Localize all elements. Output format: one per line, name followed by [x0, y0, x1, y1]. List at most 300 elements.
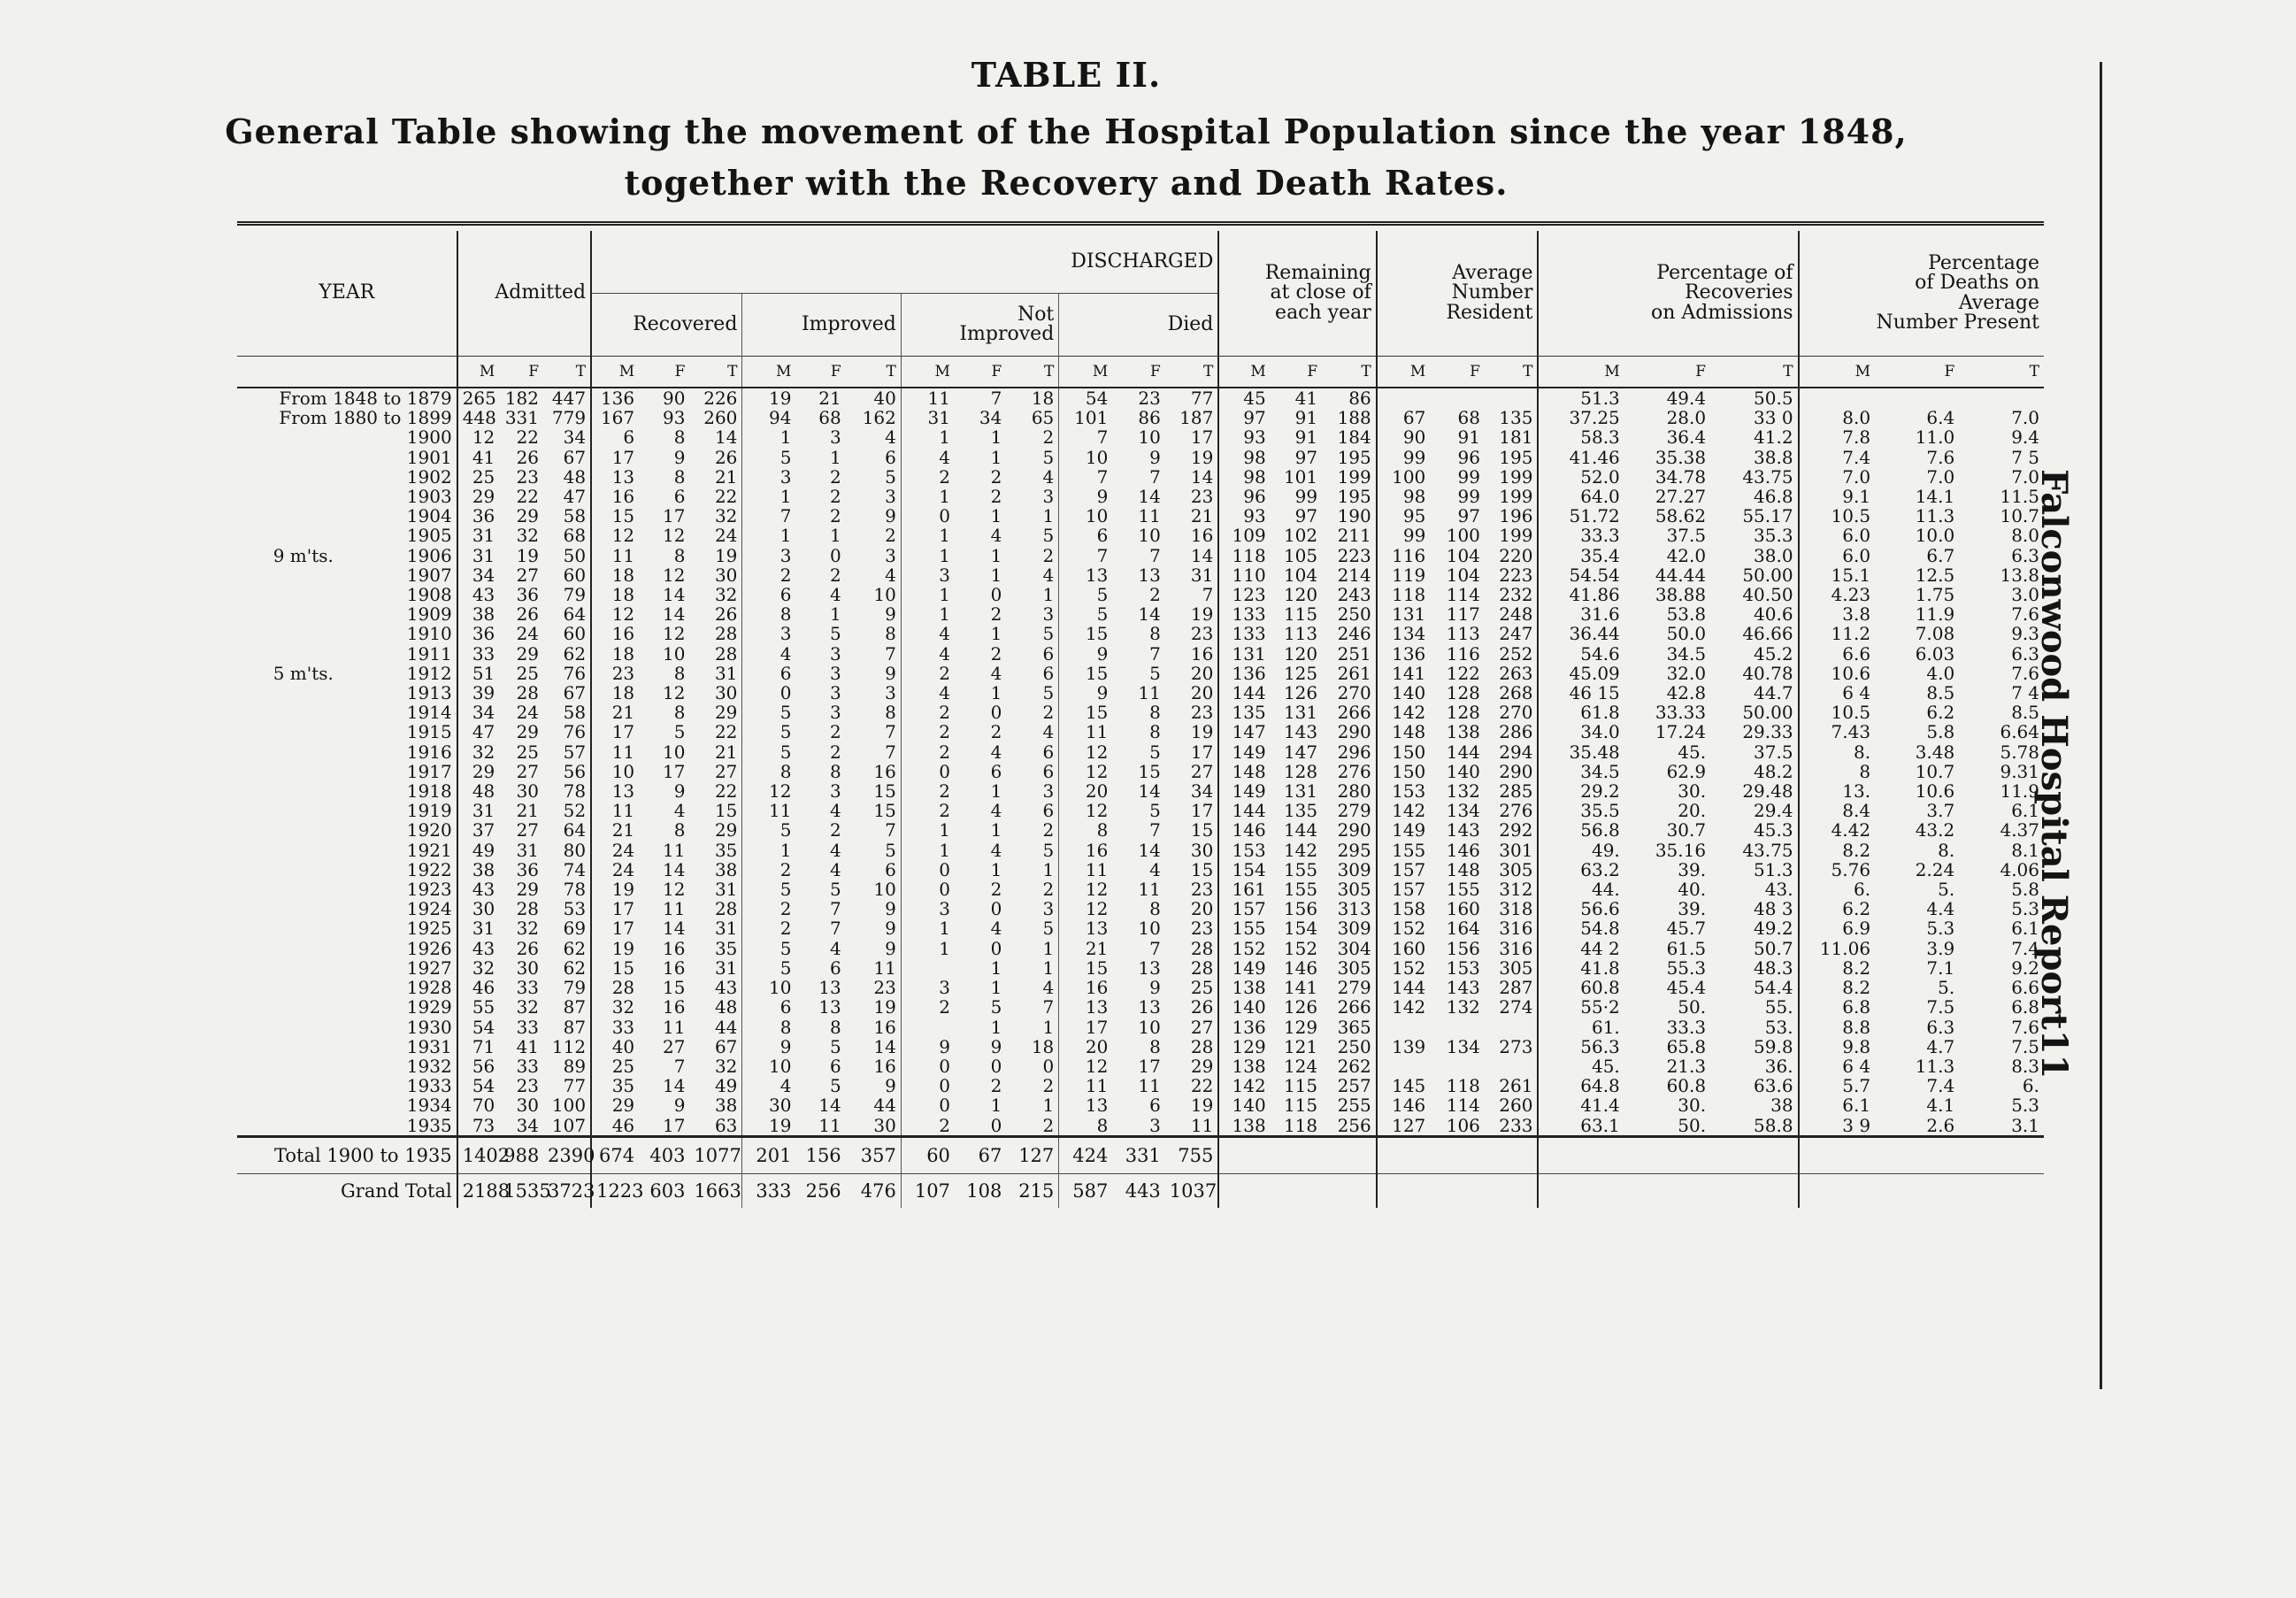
table-cell: 10	[1138, 426, 1161, 449]
hospital-table	[237, 221, 2044, 1208]
table-cell: 18	[611, 584, 635, 606]
table-cell: 19	[516, 544, 540, 566]
table-cell: 4	[1006, 722, 1058, 741]
table-cell: 10	[1085, 446, 1109, 468]
total-cell: 2390	[543, 1136, 591, 1173]
table-row	[237, 860, 2044, 880]
table-cell: 11	[846, 958, 902, 978]
table-cell: 28	[516, 898, 540, 920]
table-cell: 15	[1165, 820, 1219, 840]
table-row	[237, 899, 2044, 918]
total-cell: 67	[955, 1136, 1006, 1173]
table-cell: 6.8	[2011, 996, 2039, 1018]
table-cell: 20.	[1678, 800, 1707, 822]
year-label: 1916	[406, 741, 452, 763]
table-cell: 2	[829, 486, 841, 508]
table-cell: 98	[1243, 465, 1266, 488]
total-cell	[1430, 1173, 1485, 1208]
table-cell: 27.27	[1655, 486, 1707, 508]
table-cell: 2	[939, 996, 950, 1018]
table-cell: 211	[1322, 526, 1377, 545]
table-cell: 305	[1485, 958, 1539, 978]
table-cell: 15	[1085, 623, 1109, 645]
row-year	[237, 624, 457, 643]
table-cell: 18	[611, 642, 635, 665]
table-cell: 29.2	[1580, 780, 1620, 803]
table-cell: 7	[779, 505, 792, 527]
table-cell: 8	[1149, 702, 1161, 724]
table-cell: 266	[1322, 997, 1377, 1017]
table-cell: 54.54	[1569, 564, 1620, 586]
table-cell: 78	[543, 880, 591, 899]
table-cell: 6	[1006, 644, 1058, 664]
table-cell: 148	[1232, 760, 1266, 782]
table-cell: 45.3	[1710, 820, 1798, 840]
table-cell: 3.48	[1915, 741, 1955, 763]
table-row	[237, 427, 2044, 447]
table-cell: 6.2	[1926, 702, 1955, 724]
table-row	[237, 487, 2044, 506]
table-cell: 0	[939, 505, 950, 527]
table-cell: 279	[1322, 801, 1377, 820]
table-cell: 7.1	[1926, 956, 1955, 979]
table-cell: 28	[1165, 939, 1219, 958]
table-cell: 9	[846, 506, 902, 526]
table-cell: 1	[939, 584, 950, 606]
table-cell: 32	[516, 996, 540, 1018]
table-cell: 132	[1446, 996, 1480, 1018]
table-cell: 28	[689, 644, 741, 664]
table-cell: 2	[939, 662, 950, 684]
table-cell: 35.5	[1580, 800, 1620, 822]
row-year	[237, 526, 457, 545]
table-row	[237, 546, 2044, 565]
table-cell: 30	[689, 565, 741, 585]
table-row	[237, 408, 2044, 427]
table-cell: 19	[611, 937, 635, 959]
table-cell: 4	[939, 642, 950, 665]
table-cell: 7	[1149, 642, 1161, 665]
table-cell: 122	[1446, 662, 1480, 684]
table-cell: 56.3	[1580, 1035, 1620, 1057]
table-cell: 60.8	[1580, 977, 1620, 999]
table-cell: 2	[1006, 703, 1058, 722]
table-cell: 44.7	[1710, 683, 1798, 703]
table-cell: 136	[1392, 642, 1426, 665]
table-cell: 149	[1232, 741, 1266, 763]
table-cell: 91	[1294, 426, 1318, 449]
table-cell: 61.	[1591, 1016, 1620, 1038]
table-cell: 79	[543, 978, 591, 997]
year-label: 1908	[406, 584, 452, 606]
table-cell: 140	[1232, 996, 1266, 1018]
table-cell: 26	[689, 604, 741, 624]
table-cell: 4.1	[1926, 1095, 1955, 1117]
table-cell: 195	[1322, 487, 1377, 506]
table-cell: 114	[1446, 584, 1480, 606]
table-cell: 149	[1232, 780, 1266, 803]
table-row	[237, 1095, 2044, 1115]
table-cell: 9	[1149, 977, 1161, 999]
table-cell	[1485, 388, 1539, 408]
table-cell: 116	[1392, 544, 1426, 566]
table-cell: 195	[1322, 448, 1377, 467]
row-year	[237, 722, 457, 741]
row-year	[237, 408, 457, 427]
table-cell: 73	[472, 1114, 495, 1136]
table-cell: 52.0	[1580, 465, 1620, 488]
table-cell: 131	[1232, 642, 1266, 665]
table-cell: 138	[1232, 977, 1266, 999]
table-cell: 7	[829, 898, 841, 920]
table-cell: 187	[1165, 408, 1219, 427]
table-cell: 5.3	[2011, 1095, 2039, 1117]
table-cell: 136	[600, 388, 635, 409]
table-cell: 13	[1138, 996, 1161, 1018]
header-died: Died	[1059, 294, 1219, 357]
table-cell: 46	[472, 977, 495, 999]
table-cell: 50.00	[1710, 565, 1798, 585]
table-cell: 31	[472, 544, 495, 566]
table-cell: 38	[689, 1095, 741, 1115]
table-cell: 24	[516, 623, 540, 645]
table-cell: 128	[1283, 760, 1318, 782]
table-cell: 5	[1006, 841, 1058, 860]
table-cell: 22	[1165, 1076, 1219, 1095]
table-cell: 30	[769, 1095, 792, 1117]
table-cell: 34	[472, 564, 495, 586]
table-cell: 16	[846, 1018, 902, 1037]
table-cell: 316	[1485, 918, 1539, 938]
table-cell: 118	[1283, 1114, 1318, 1136]
total-cell	[1959, 1173, 2044, 1208]
table-cell: 10.6	[1831, 662, 1871, 684]
table-cell: 129	[1283, 1016, 1318, 1038]
table-cell: 10	[769, 1055, 792, 1077]
table-cell: 22	[689, 722, 741, 741]
table-cell: 143	[1446, 977, 1480, 999]
table-cell: 19	[1165, 1095, 1219, 1115]
table-cell: 12	[662, 623, 686, 645]
table-cell: 2	[990, 721, 1002, 743]
table-cell: 8	[779, 760, 792, 782]
row-year	[237, 546, 457, 565]
table-cell: 4	[779, 642, 792, 665]
table-cell: 5	[1096, 603, 1109, 626]
total-cell	[1218, 1173, 1270, 1208]
table-row	[237, 506, 2044, 526]
table-row	[237, 820, 2044, 840]
total-cell: 424	[1059, 1136, 1113, 1173]
table-cell: 3	[846, 487, 902, 506]
table-cell: 9	[673, 1095, 686, 1117]
table-cell: 4	[779, 1075, 792, 1097]
total-cell	[1430, 1136, 1485, 1173]
table-cell: 5	[779, 937, 792, 959]
table-cell: 115	[1283, 1095, 1318, 1117]
table-cell: 99	[1402, 446, 1426, 468]
table-cell: 162	[846, 408, 902, 427]
total-cell	[1875, 1173, 1959, 1208]
table-cell: 64	[543, 604, 591, 624]
table-cell: 148	[1446, 858, 1480, 880]
year-label: 1935	[406, 1114, 452, 1136]
table-cell: 8	[1149, 898, 1161, 920]
table-cell: 2	[829, 465, 841, 488]
table-cell: 246	[1322, 624, 1377, 643]
table-cell: 22	[516, 426, 540, 449]
row-year	[237, 487, 457, 506]
table-cell: 67	[543, 448, 591, 467]
table-cell: 3	[829, 426, 841, 449]
table-cell: 14	[1165, 467, 1219, 487]
table-cell: 48	[689, 997, 741, 1017]
table-cell: 14	[846, 1037, 902, 1056]
table-cell: 34	[1165, 781, 1219, 801]
row-year	[237, 448, 457, 467]
year-label: 1918	[406, 780, 452, 803]
table-cell: 126	[1283, 682, 1318, 704]
table-cell: 20	[1165, 664, 1219, 683]
table-cell: 68	[818, 407, 841, 429]
table-cell: 2	[939, 780, 950, 803]
table-cell: 156	[1446, 937, 1480, 959]
table-cell: 9	[779, 1035, 792, 1057]
table-cell: 4	[990, 662, 1002, 684]
table-cell: 7.08	[1915, 623, 1955, 645]
table-cell: 9.3	[2011, 623, 2039, 645]
table-cell: 10.5	[1831, 505, 1871, 527]
table-cell: 99	[1402, 525, 1426, 547]
table-cell: 36	[472, 623, 495, 645]
table-cell: 11	[611, 544, 635, 566]
table-cell: 14	[662, 603, 686, 626]
table-cell: 38	[1710, 1095, 1798, 1115]
table-cell: 63.1	[1580, 1114, 1620, 1136]
table-cell: 13	[611, 465, 635, 488]
table-cell: 5.7	[1842, 1075, 1871, 1097]
table-cell: 11.0	[1915, 426, 1955, 449]
table-cell: 9	[846, 1076, 902, 1095]
table-cell: 11.2	[1831, 623, 1871, 645]
total-cell	[1624, 1173, 1710, 1208]
table-cell: 76	[543, 722, 591, 741]
table-cell: 248	[1485, 604, 1539, 624]
table-cell: 30	[1165, 841, 1219, 860]
table-cell: 11.06	[1819, 937, 1871, 959]
table-cell: 34	[979, 407, 1002, 429]
table-cell: 31	[472, 918, 495, 940]
table-cell: 9	[1096, 642, 1109, 665]
table-cell: 33.3	[1666, 1016, 1707, 1038]
total-cell: 1077	[689, 1136, 741, 1173]
table-cell: 19	[769, 1114, 792, 1136]
table-cell: 5	[779, 741, 792, 763]
table-cell: 7.6	[2011, 662, 2039, 684]
table-cell: 21	[1085, 937, 1109, 959]
subheader-t: T	[1959, 357, 2044, 388]
table-cell: 144	[1446, 741, 1480, 763]
table-cell: 266	[1322, 703, 1377, 722]
table-cell: 59.8	[1710, 1037, 1798, 1056]
table-cell: 270	[1485, 703, 1539, 722]
table-cell: 251	[1322, 644, 1377, 664]
table-cell: 292	[1485, 820, 1539, 840]
subheader-m: M	[1059, 357, 1113, 388]
table-cell: 3.8	[1842, 603, 1871, 626]
table-cell: 17	[611, 918, 635, 940]
table-cell: 97	[1457, 505, 1480, 527]
table-cell: 305	[1322, 880, 1377, 899]
table-cell: 7	[990, 388, 1002, 409]
table-cell: 131	[1283, 780, 1318, 803]
table-cell: 38.88	[1655, 584, 1707, 606]
table-cell: 8	[779, 1016, 792, 1038]
table-cell: 17	[611, 446, 635, 468]
table-cell: 37.25	[1569, 407, 1620, 429]
table-cell: 365	[1322, 1018, 1377, 1037]
table-cell: 160	[1446, 898, 1480, 920]
table-cell: 64	[543, 820, 591, 840]
table-cell: 15	[846, 801, 902, 820]
table-cell: 32	[689, 1056, 741, 1076]
total-cell: 331	[1112, 1136, 1164, 1173]
table-cell: 3 9	[1842, 1114, 1871, 1136]
table-cell: 32	[472, 956, 495, 979]
table-row	[237, 801, 2044, 820]
table-cell: 1	[779, 839, 792, 861]
table-cell	[1377, 1018, 1431, 1037]
year-label: From 1880 to 1899	[279, 407, 452, 429]
table-cell: 11	[1165, 1116, 1219, 1137]
table-cell: 2	[939, 721, 950, 743]
table-cell: 28.0	[1666, 407, 1707, 429]
subheader-f: F	[1271, 357, 1322, 388]
table-cell: 9	[1149, 446, 1161, 468]
table-cell: 157	[1392, 879, 1426, 901]
table-cell: 5	[990, 996, 1002, 1018]
table-cell: 29	[689, 703, 741, 722]
total-cell	[1799, 1173, 1876, 1208]
table-cell: 167	[600, 407, 635, 429]
table-cell: 5	[829, 1035, 841, 1057]
table-cell: 11	[662, 898, 686, 920]
table-cell: 13	[818, 977, 841, 999]
table-cell: 90	[662, 388, 686, 409]
table-cell: 142	[1232, 1075, 1266, 1097]
table-cell: 15	[662, 977, 686, 999]
table-cell: 1	[990, 544, 1002, 566]
table-cell: 2	[829, 819, 841, 841]
table-cell: 6.	[1853, 879, 1871, 901]
year-label: 1929	[406, 996, 452, 1018]
table-cell: 54.6	[1580, 642, 1620, 665]
row-year	[237, 1095, 457, 1115]
table-cell: 199	[1322, 467, 1377, 487]
table-cell: 91	[1457, 426, 1480, 449]
table-cell: 104	[1446, 564, 1480, 586]
table-cell: 3.9	[1926, 937, 1955, 959]
table-body	[237, 388, 2044, 1208]
table-cell: 24	[611, 839, 635, 861]
table-cell: 41.4	[1580, 1095, 1620, 1117]
table-cell: 76	[543, 664, 591, 683]
table-cell: 4	[990, 918, 1002, 940]
table-cell: 0	[939, 879, 950, 901]
table-cell: 7	[1149, 937, 1161, 959]
table-cell: 154	[1232, 858, 1266, 880]
total-cell: 443	[1112, 1173, 1164, 1208]
table-cell: 4.23	[1831, 584, 1871, 606]
table-cell: 45.09	[1569, 662, 1620, 684]
table-cell: 94	[769, 407, 792, 429]
year-label: 1922	[406, 858, 452, 880]
table-cell: 36.	[1710, 1056, 1798, 1076]
year-label: 1904	[406, 505, 452, 527]
table-cell: 8.0	[2011, 525, 2039, 547]
table-cell: 23	[1165, 880, 1219, 899]
table-cell: 28	[689, 899, 741, 918]
table-cell: 5	[846, 467, 902, 487]
table-cell: 8	[1096, 1114, 1109, 1136]
table-row	[237, 703, 2044, 722]
table-cell: 0	[1006, 1056, 1058, 1076]
table-cell: 113	[1446, 623, 1480, 645]
table-cell: 9.31	[2000, 760, 2039, 782]
header-pct-deaths: Percentage of Deaths on Average Number Present	[1876, 252, 2039, 334]
table-cell: 1	[779, 525, 792, 547]
table-cell: 67	[1402, 407, 1426, 429]
table-cell: 138	[1232, 1055, 1266, 1077]
table-cell: 10.7	[1915, 760, 1955, 782]
table-cell: 68	[1457, 407, 1480, 429]
table-cell: 158	[1392, 898, 1426, 920]
table-cell: 0	[939, 1075, 950, 1097]
row-year	[237, 762, 457, 781]
table-cell: 29	[472, 760, 495, 782]
year-label: 1932	[406, 1055, 452, 1077]
table-cell: 10.7	[2000, 505, 2039, 527]
table-cell: 214	[1322, 565, 1377, 585]
table-cell: 4	[990, 741, 1002, 763]
table-cell: 55	[472, 996, 495, 1018]
table-cell: 17	[1165, 801, 1219, 820]
total-cell	[1377, 1173, 1431, 1208]
table-cell: 199	[1485, 467, 1539, 487]
table-cell: 6	[990, 760, 1002, 782]
table-cell: 10	[846, 880, 902, 899]
table-cell: 17	[1165, 742, 1219, 762]
table-cell: 126	[1283, 996, 1318, 1018]
table-cell: 39.	[1678, 898, 1707, 920]
table-cell: 0	[990, 898, 1002, 920]
table-cell: 45.7	[1666, 918, 1707, 940]
subheader-blank	[237, 357, 457, 388]
table-cell: 0	[939, 858, 950, 880]
row-year	[237, 664, 457, 683]
table-cell: 39	[472, 682, 495, 704]
table-cell: 16	[1165, 526, 1219, 545]
table-cell: 199	[1485, 526, 1539, 545]
table-cell: 10	[769, 977, 792, 999]
table-cell: 50.00	[1710, 703, 1798, 722]
table-cell: 50.	[1678, 996, 1707, 1018]
table-cell: 12.5	[1915, 564, 1955, 586]
table-cell: 243	[1322, 585, 1377, 604]
table-cell: 3	[779, 544, 792, 566]
table-cell: 232	[1485, 585, 1539, 604]
table-cell: 7.4	[2011, 937, 2039, 959]
